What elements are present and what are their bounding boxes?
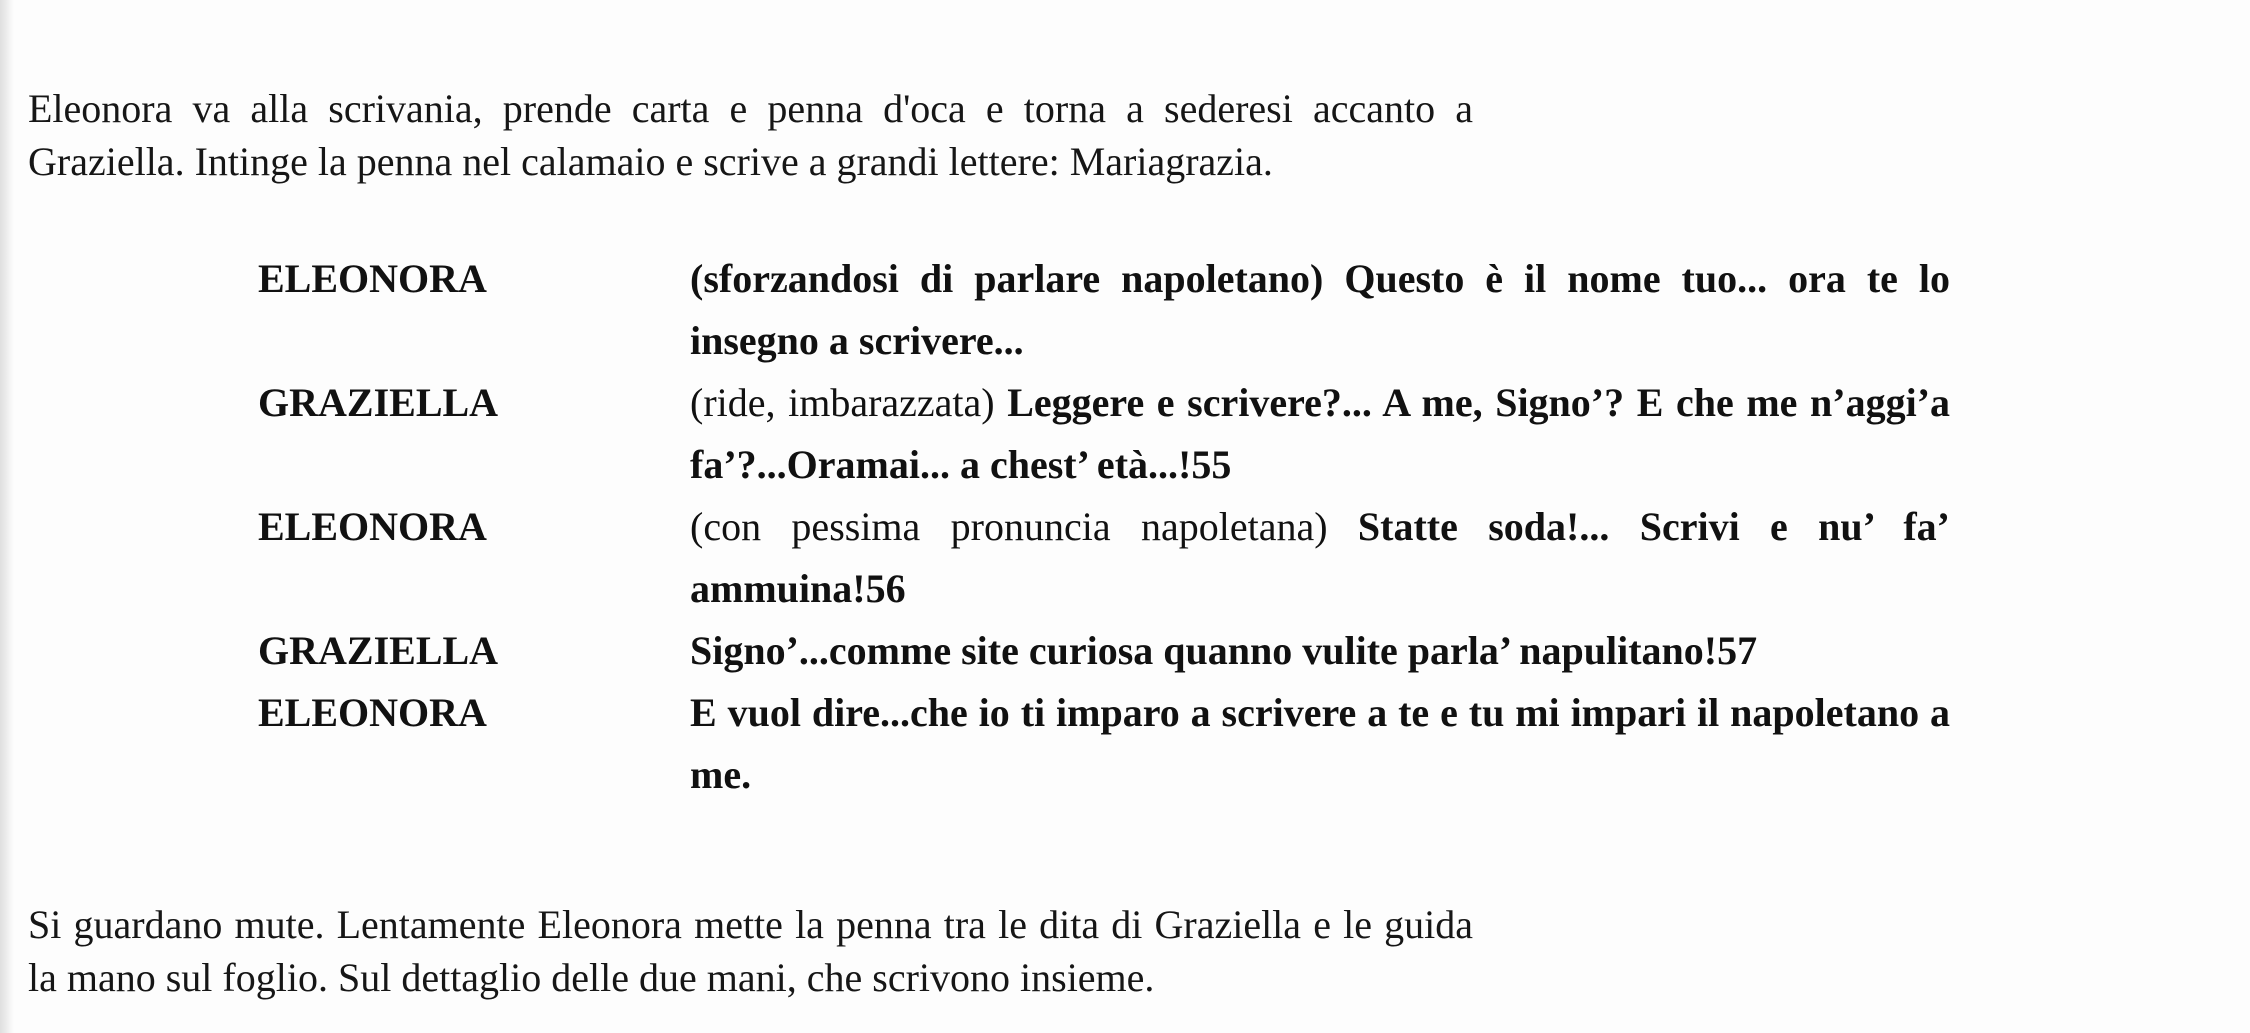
speech-text [690,372,1950,496]
stage-direction: (con pessima pronuncia napoletana) [690,504,1328,549]
page-edge-shadow [0,0,14,1033]
dialogue-line [258,620,1950,682]
spoken-line: Questo è il nome tuo... ora te lo insegno a scrivere... [690,256,1951,363]
stage-direction: (ride, imbarazzata) [690,380,995,425]
dialogue-block [258,248,1950,806]
dialogue-line [258,682,1950,806]
speaker-name: GRAZIELLA [258,628,499,673]
speaker-name: ELEONORA [258,256,487,301]
speech-text [690,620,1950,682]
speaker-name: ELEONORA [258,504,487,549]
speaker-name: ELEONORA [258,690,487,735]
dialogue-line [258,248,1950,372]
spoken-line: Signo’...comme site curiosa quanno vulite parla’ napulitano!57 [690,628,1758,673]
outro-paragraph: Si guardano mute. Lentamente Eleonora mette la penna tra le dita di Graziella e le guida la mano sul foglio. Sul dettaglio delle due mani, che scrivono insieme. [28,902,1473,1000]
speech-text [690,496,1950,620]
intro-paragraph: Eleonora va alla scrivania, prende carta e penna d'oca e torna a sederesi accanto a Graziella. Intinge la penna nel calamaio e scrive a grandi lettere: Mariagrazia. [28,86,1473,184]
spoken-line: Statte soda!... Scrivi e nu’ fa’ ammuina!56 [690,504,1950,611]
speaker-name: GRAZIELLA [258,380,499,425]
spoken-line: Leggere e scrivere?... A me, Signo’? E che me n’aggi’a fa’?...Oramai... a chest’ età...!55 [690,380,1951,487]
speech-text [690,682,1950,806]
dialogue-line [258,496,1950,620]
dialogue-line [258,372,1950,496]
spoken-line: E vuol dire...che io ti imparo a scrivere a te e tu mi impari il napoletano a me. [690,690,1950,797]
stage-direction: (sforzandosi di parlare napoletano) [690,256,1324,301]
speech-text [690,248,1950,372]
